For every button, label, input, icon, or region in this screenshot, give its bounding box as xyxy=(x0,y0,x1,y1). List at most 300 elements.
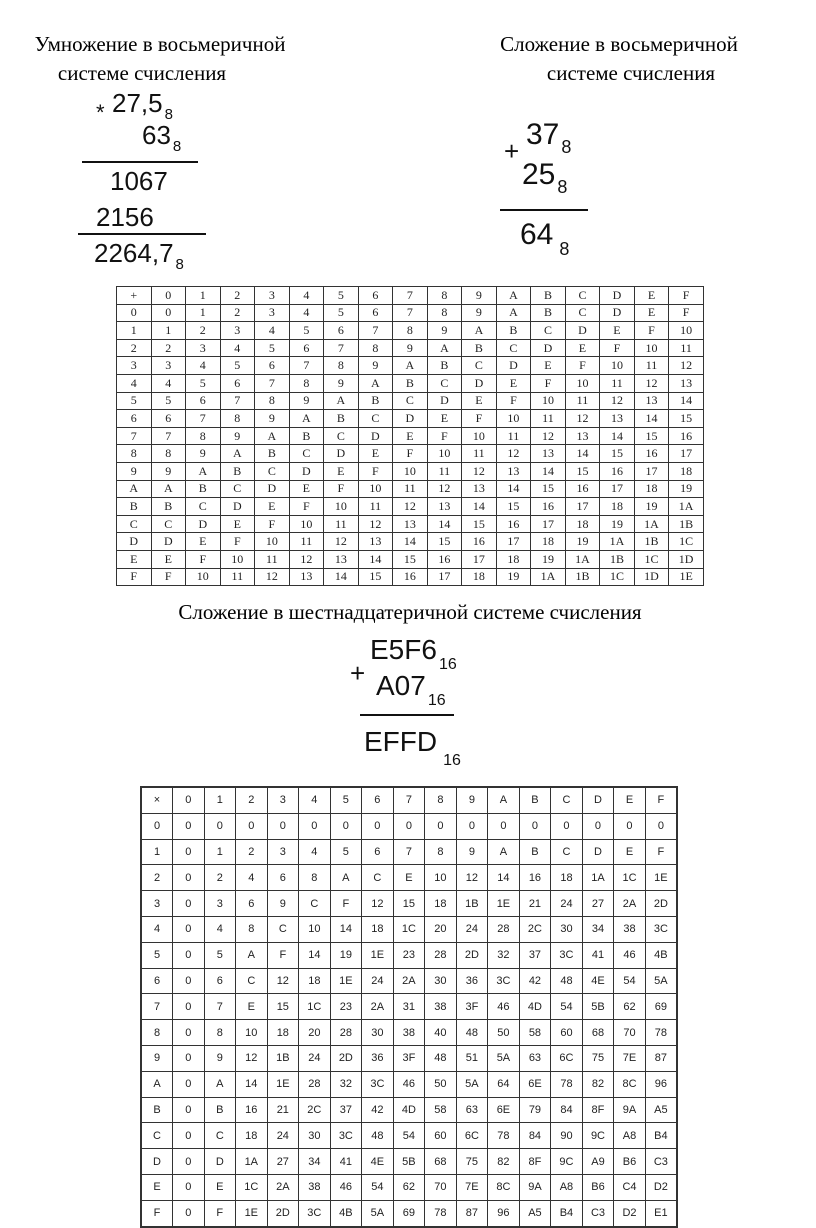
add-table-row xyxy=(117,533,704,551)
mul-table-cell: 1E xyxy=(645,865,677,891)
add-table-column-header: 0 xyxy=(151,287,186,305)
add-table-cell: 14 xyxy=(462,498,497,516)
add-table-cell: 7 xyxy=(289,357,324,375)
mul-table-cell: 60 xyxy=(551,1020,583,1046)
add-hex-operand2-value: A07 xyxy=(376,670,426,701)
mul-table-row xyxy=(141,916,677,942)
mul-table-cell: A5 xyxy=(519,1200,551,1226)
mul-table-cell: 2A xyxy=(362,994,394,1020)
mul-operand1-value: 27,5 xyxy=(112,88,163,118)
mul-table-cell: 9C xyxy=(551,1149,583,1175)
octal-addition-heading-line2: системе счисления xyxy=(546,61,716,85)
mul-table-cell: 0 xyxy=(173,1071,205,1097)
mul-result xyxy=(94,238,184,273)
mul-table-cell: 24 xyxy=(551,891,583,917)
mul-table-cell: 0 xyxy=(330,813,362,839)
add-table-cell: D xyxy=(324,445,359,463)
mul-operand2-base: 8 xyxy=(172,138,182,155)
mul-table-cell: 12 xyxy=(362,891,394,917)
add-table-cell: 9 xyxy=(289,392,324,410)
mul-table-cell: 78 xyxy=(425,1200,457,1226)
mul-table-column-header: 2 xyxy=(236,787,268,813)
add-table-cell: 9 xyxy=(255,410,290,428)
mul-table-row xyxy=(141,839,677,865)
mul-table-cell: 90 xyxy=(551,1123,583,1149)
add-table-cell: 12 xyxy=(255,568,290,586)
mul-table-cell: 7 xyxy=(204,994,236,1020)
add-table-row-header: 7 xyxy=(117,427,152,445)
mul-table-cell: A9 xyxy=(582,1149,614,1175)
mul-table-cell: 42 xyxy=(362,1097,394,1123)
mul-table-row-header: 9 xyxy=(141,1045,173,1071)
mul-table-cell: B6 xyxy=(614,1149,646,1175)
add-table-cell: 7 xyxy=(255,374,290,392)
add-table-row xyxy=(117,515,704,533)
add-table-cell: 1E xyxy=(669,568,704,586)
add-hex-operand1-base: 16 xyxy=(438,656,457,673)
add-table-row-header: 1 xyxy=(117,322,152,340)
mul-table-row xyxy=(141,1045,677,1071)
mul-table-cell: 30 xyxy=(551,916,583,942)
mul-table-cell: 50 xyxy=(425,1071,457,1097)
add-table-cell: F xyxy=(393,445,428,463)
add-table-cell: 15 xyxy=(496,498,531,516)
mul-table-cell: 8F xyxy=(582,1097,614,1123)
add-table-cell: 1A xyxy=(565,550,600,568)
add-table-cell: B xyxy=(393,374,428,392)
mul-table-cell: 3C xyxy=(488,968,520,994)
mul-table-cell: 63 xyxy=(519,1045,551,1071)
mul-table-row xyxy=(141,968,677,994)
add-table-cell: 17 xyxy=(669,445,704,463)
mul-table-cell: A xyxy=(330,865,362,891)
add-table-cell: 12 xyxy=(358,515,393,533)
mul-table-cell: 1 xyxy=(204,839,236,865)
mul-table-cell: 1E xyxy=(330,968,362,994)
mul-table-cell: 18 xyxy=(425,891,457,917)
mul-table-cell: 6E xyxy=(488,1097,520,1123)
add-table-cell: 12 xyxy=(531,427,566,445)
octal-addition-heading-line1: Сложение в восьмеричной xyxy=(500,32,738,56)
mul-table-cell: 4D xyxy=(519,994,551,1020)
add-table-cell: 10 xyxy=(220,550,255,568)
mul-table-column-header: 7 xyxy=(393,787,425,813)
add-table-row-header: 0 xyxy=(117,304,152,322)
mul-table-cell: B4 xyxy=(645,1123,677,1149)
mul-table-cell: 30 xyxy=(425,968,457,994)
mul-table-cell: A5 xyxy=(645,1097,677,1123)
add-table-row xyxy=(117,445,704,463)
add-table-cell: E xyxy=(427,410,462,428)
add-table-cell: 16 xyxy=(634,445,669,463)
add-table-cell: 13 xyxy=(289,568,324,586)
add-table-row-header: F xyxy=(117,568,152,586)
add-table-cell: 15 xyxy=(531,480,566,498)
mul-table-cell: 8 xyxy=(425,839,457,865)
add-table-cell: 1 xyxy=(151,322,186,340)
add-table-cell: 9 xyxy=(393,339,428,357)
add-table-cell: 14 xyxy=(669,392,704,410)
mul-table-cell: 4E xyxy=(582,968,614,994)
add-table-cell: 15 xyxy=(669,410,704,428)
mul-table-cell: 21 xyxy=(267,1097,299,1123)
add-table-cell: D xyxy=(358,427,393,445)
mul-table-cell: 28 xyxy=(488,916,520,942)
mul-table-cell: 0 xyxy=(488,813,520,839)
mul-table-cell: 0 xyxy=(173,865,205,891)
mul-table-cell: 8 xyxy=(236,916,268,942)
add-table-cell: 10 xyxy=(427,445,462,463)
add-table-column-header: 4 xyxy=(289,287,324,305)
mul-table-cell: 1E xyxy=(236,1200,268,1226)
add-table-cell: B xyxy=(531,304,566,322)
mul-table-cell: 7E xyxy=(614,1045,646,1071)
add-table-cell: 5 xyxy=(289,322,324,340)
add-table-cell: F xyxy=(358,462,393,480)
add-table-cell: 8 xyxy=(220,410,255,428)
mul-table-row-header: F xyxy=(141,1200,173,1226)
mul-table-cell: 6 xyxy=(236,891,268,917)
add-table-cell: 12 xyxy=(565,410,600,428)
add-table-cell: 2 xyxy=(151,339,186,357)
add-table-cell: F xyxy=(220,533,255,551)
add-table-column-header: B xyxy=(531,287,566,305)
add-table-cell: 8 xyxy=(186,427,221,445)
add-table-cell: 11 xyxy=(565,392,600,410)
mul-table-cell: 46 xyxy=(330,1174,362,1200)
add-table-row xyxy=(117,304,704,322)
mul-table-cell: 4 xyxy=(299,839,331,865)
mul-table-cell: C xyxy=(236,968,268,994)
mul-table-cell: B xyxy=(204,1097,236,1123)
add-table-cell: 5 xyxy=(220,357,255,375)
mul-table-cell: 84 xyxy=(551,1097,583,1123)
mul-table-cell: 6 xyxy=(362,839,394,865)
mul-table-row xyxy=(141,942,677,968)
add-table-cell: 12 xyxy=(669,357,704,375)
mul-table-cell: 2 xyxy=(204,865,236,891)
add-table-column-header: 2 xyxy=(220,287,255,305)
add-table-cell: 1C xyxy=(634,550,669,568)
add-table-cell: 18 xyxy=(531,533,566,551)
add-table-cell: 1C xyxy=(600,568,635,586)
add-table-cell: 17 xyxy=(427,568,462,586)
add-table-cell: 4 xyxy=(220,339,255,357)
add-table-cell: D xyxy=(600,304,635,322)
add-table-cell: F xyxy=(427,427,462,445)
add-table-cell: F xyxy=(565,357,600,375)
mul-table-cell: 18 xyxy=(551,865,583,891)
mul-table-cell: 7 xyxy=(393,839,425,865)
add-table-cell: 19 xyxy=(565,533,600,551)
add-table-cell: 6 xyxy=(151,410,186,428)
mul-table-cell: 2A xyxy=(267,1174,299,1200)
mul-table-cell: 21 xyxy=(519,891,551,917)
mul-table-cell: 68 xyxy=(425,1149,457,1175)
add-table-cell: B xyxy=(151,498,186,516)
mul-table-cell: 41 xyxy=(330,1149,362,1175)
mul-table-cell: 60 xyxy=(425,1123,457,1149)
add-table-row xyxy=(117,550,704,568)
add-table-cell: 8 xyxy=(393,322,428,340)
add-table-column-header: 9 xyxy=(462,287,497,305)
add-table-cell: 14 xyxy=(634,410,669,428)
add-table-cell: D xyxy=(462,374,497,392)
mul-table-cell: B4 xyxy=(551,1200,583,1226)
add-table-row xyxy=(117,498,704,516)
mul-table-cell: 0 xyxy=(173,942,205,968)
add-oct-operand1 xyxy=(526,118,572,157)
mul-table-cell: 3C xyxy=(362,1071,394,1097)
add-table-cell: 6 xyxy=(220,374,255,392)
add-table-row-header: B xyxy=(117,498,152,516)
add-table-cell: F xyxy=(531,374,566,392)
mul-table-cell: 68 xyxy=(582,1020,614,1046)
add-table-cell: D xyxy=(186,515,221,533)
mul-table-cell: 0 xyxy=(173,968,205,994)
add-table-cell: 10 xyxy=(393,462,428,480)
mul-table-cell: 19 xyxy=(330,942,362,968)
add-table-cell: 11 xyxy=(220,568,255,586)
octal-multiplication-heading-line1: Умножение в восьмеричной xyxy=(34,32,286,56)
add-oct-operand2 xyxy=(522,158,568,197)
add-table-cell: 10 xyxy=(462,427,497,445)
add-table-cell: 12 xyxy=(324,533,359,551)
add-table-cell: 14 xyxy=(496,480,531,498)
mul-table-cell: 24 xyxy=(299,1045,331,1071)
add-table-cell: 11 xyxy=(393,480,428,498)
mul-table-cell: 10 xyxy=(236,1020,268,1046)
add-table-cell: 17 xyxy=(531,515,566,533)
mul-table-cell: 54 xyxy=(393,1123,425,1149)
add-table-cell: D xyxy=(565,322,600,340)
mul-table-cell: 12 xyxy=(456,865,488,891)
mul-table-cell: F xyxy=(645,839,677,865)
mul-table-row-header: 5 xyxy=(141,942,173,968)
mul-table-cell: 0 xyxy=(173,1123,205,1149)
mul-table-cell: 2A xyxy=(393,968,425,994)
mul-table-cell: 1C xyxy=(614,865,646,891)
add-table-cell: F xyxy=(634,322,669,340)
add-table-cell: B xyxy=(220,462,255,480)
add-table-cell: 3 xyxy=(186,339,221,357)
add-oct-result xyxy=(520,218,570,259)
mul-sign: * xyxy=(96,100,105,125)
mul-table-cell: 0 xyxy=(267,813,299,839)
add-table-cell: A xyxy=(186,462,221,480)
add-table-cell: 7 xyxy=(186,410,221,428)
add-table-cell: 14 xyxy=(531,462,566,480)
add-table-cell: B xyxy=(324,410,359,428)
add-hex-operand2 xyxy=(376,670,446,709)
add-table-cell: 8 xyxy=(358,339,393,357)
add-table-cell: 1B xyxy=(600,550,635,568)
mul-table-cell: 48 xyxy=(456,1020,488,1046)
add-table-cell: 3 xyxy=(255,304,290,322)
add-table-cell: E xyxy=(255,498,290,516)
add-oct-line xyxy=(500,209,588,211)
add-table-cell: B xyxy=(289,427,324,445)
add-table-cell: F xyxy=(289,498,324,516)
add-hex-line xyxy=(360,714,454,716)
add-table-cell: C xyxy=(496,339,531,357)
mul-table-cell: 82 xyxy=(488,1149,520,1175)
mul-table-cell: 8F xyxy=(519,1149,551,1175)
add-table-cell: E xyxy=(600,322,635,340)
mul-table-cell: 7E xyxy=(456,1174,488,1200)
mul-table-cell: 18 xyxy=(236,1123,268,1149)
add-table-cell: 6 xyxy=(324,322,359,340)
add-table-cell: 6 xyxy=(255,357,290,375)
mul-table-cell: 20 xyxy=(299,1020,331,1046)
mul-table-cell: 48 xyxy=(425,1045,457,1071)
mul-table-cell: 48 xyxy=(551,968,583,994)
mul-table-row-header: 3 xyxy=(141,891,173,917)
add-table-cell: 10 xyxy=(358,480,393,498)
mul-table-cell: 16 xyxy=(519,865,551,891)
add-table-cell: A xyxy=(393,357,428,375)
mul-table-column-header: E xyxy=(614,787,646,813)
add-table-cell: 3 xyxy=(151,357,186,375)
add-hex-operand1-value: E5F6 xyxy=(370,634,437,665)
add-oct-operand1-base: 8 xyxy=(561,137,572,157)
mul-table-cell: 1A xyxy=(582,865,614,891)
add-table-cell: 8 xyxy=(289,374,324,392)
add-table-cell: 11 xyxy=(600,374,635,392)
mul-table-cell: 4E xyxy=(362,1149,394,1175)
mul-table-cell: 3F xyxy=(393,1045,425,1071)
add-oct-result-base: 8 xyxy=(559,239,570,259)
mul-result-value: 2264,7 xyxy=(94,238,174,268)
add-table-cell: B xyxy=(358,392,393,410)
mul-table-cell: 63 xyxy=(456,1097,488,1123)
add-table-cell: E xyxy=(496,374,531,392)
add-table-cell: 1C xyxy=(669,533,704,551)
mul-table-cell: 28 xyxy=(425,942,457,968)
mul-table-cell: 48 xyxy=(362,1123,394,1149)
mul-table-cell: 70 xyxy=(425,1174,457,1200)
mul-table-cell: 18 xyxy=(299,968,331,994)
mul-table-cell: 8C xyxy=(614,1071,646,1097)
mul-table-row-header: 1 xyxy=(141,839,173,865)
mul-table-cell: 0 xyxy=(362,813,394,839)
mul-table-cell: E xyxy=(614,839,646,865)
add-table-cell: 7 xyxy=(358,322,393,340)
mul-table-row-header: 0 xyxy=(141,813,173,839)
add-table-cell: 18 xyxy=(496,550,531,568)
mul-table-cell: 37 xyxy=(519,942,551,968)
add-table-cell: 14 xyxy=(600,427,635,445)
add-table-cell: 12 xyxy=(427,480,462,498)
add-table-cell: A xyxy=(427,339,462,357)
add-table-corner-cell: + xyxy=(117,287,152,305)
mul-table-cell: 38 xyxy=(425,994,457,1020)
add-table-cell: 1D xyxy=(669,550,704,568)
add-table-cell: 17 xyxy=(565,498,600,516)
add-table-cell: E xyxy=(289,480,324,498)
mul-table-cell: A xyxy=(236,942,268,968)
add-table-cell: 16 xyxy=(600,462,635,480)
add-table-cell: E xyxy=(531,357,566,375)
mul-table-cell: 46 xyxy=(614,942,646,968)
mul-table-cell: 28 xyxy=(299,1071,331,1097)
mul-table-row xyxy=(141,1149,677,1175)
add-table-cell: 7 xyxy=(324,339,359,357)
mul-table-cell: 6 xyxy=(204,968,236,994)
add-table-cell: C xyxy=(220,480,255,498)
add-table-cell: 13 xyxy=(427,498,462,516)
add-table-column-header: 7 xyxy=(393,287,428,305)
mul-table-cell: A xyxy=(204,1071,236,1097)
add-table-cell: 7 xyxy=(220,392,255,410)
add-table-cell: 13 xyxy=(496,462,531,480)
add-table-column-header: 1 xyxy=(186,287,221,305)
add-table-cell: 10 xyxy=(600,357,635,375)
mul-table-cell: 4D xyxy=(393,1097,425,1123)
add-table-cell: F xyxy=(324,480,359,498)
mul-table-cell: 0 xyxy=(614,813,646,839)
mul-table-cell: B6 xyxy=(582,1174,614,1200)
add-table-cell: 18 xyxy=(634,480,669,498)
add-table-cell: D xyxy=(393,410,428,428)
mul-table-cell: 0 xyxy=(236,813,268,839)
add-table-cell: 6 xyxy=(358,304,393,322)
add-table-cell: 11 xyxy=(358,498,393,516)
octal-multiplication-heading xyxy=(10,30,310,88)
add-table-cell: 19 xyxy=(669,480,704,498)
mul-table-column-header: C xyxy=(551,787,583,813)
add-table-cell: 12 xyxy=(634,374,669,392)
mul-table-cell: 30 xyxy=(362,1020,394,1046)
add-table-cell: 1B xyxy=(565,568,600,586)
mul-table-cell: 15 xyxy=(267,994,299,1020)
add-table-cell: F xyxy=(462,410,497,428)
add-table-cell: A xyxy=(462,322,497,340)
mul-table-cell: 36 xyxy=(456,968,488,994)
mul-table-cell: 0 xyxy=(204,813,236,839)
add-table-cell: F xyxy=(600,339,635,357)
add-table-cell: 1B xyxy=(634,533,669,551)
add-table-cell: 9 xyxy=(427,322,462,340)
add-table-row-header: 8 xyxy=(117,445,152,463)
mul-table-cell: 6C xyxy=(551,1045,583,1071)
mul-table-cell: 2C xyxy=(519,916,551,942)
add-table-cell: 1B xyxy=(669,515,704,533)
add-table-cell: 17 xyxy=(600,480,635,498)
add-table-column-header: C xyxy=(565,287,600,305)
mul-partial1: 1067 xyxy=(110,166,168,196)
add-table-cell: C xyxy=(358,410,393,428)
mul-table-cell: 15 xyxy=(393,891,425,917)
octal-addition-heading xyxy=(464,30,774,88)
mul-table-row-header: D xyxy=(141,1149,173,1175)
mul-table-cell: C xyxy=(362,865,394,891)
mul-table-cell: 87 xyxy=(456,1200,488,1226)
add-table-cell: A xyxy=(220,445,255,463)
mul-table-cell: 62 xyxy=(393,1174,425,1200)
add-hex-result-base: 16 xyxy=(443,752,461,769)
add-table-row xyxy=(117,410,704,428)
add-table-cell: 8 xyxy=(427,304,462,322)
add-table-cell: E xyxy=(151,550,186,568)
add-table-cell: 14 xyxy=(427,515,462,533)
mul-table-cell: A8 xyxy=(614,1123,646,1149)
add-table-cell: 9 xyxy=(358,357,393,375)
add-table-cell: 10 xyxy=(634,339,669,357)
add-table-cell: 7 xyxy=(393,304,428,322)
add-table-cell: 15 xyxy=(565,462,600,480)
add-table-cell: 16 xyxy=(427,550,462,568)
